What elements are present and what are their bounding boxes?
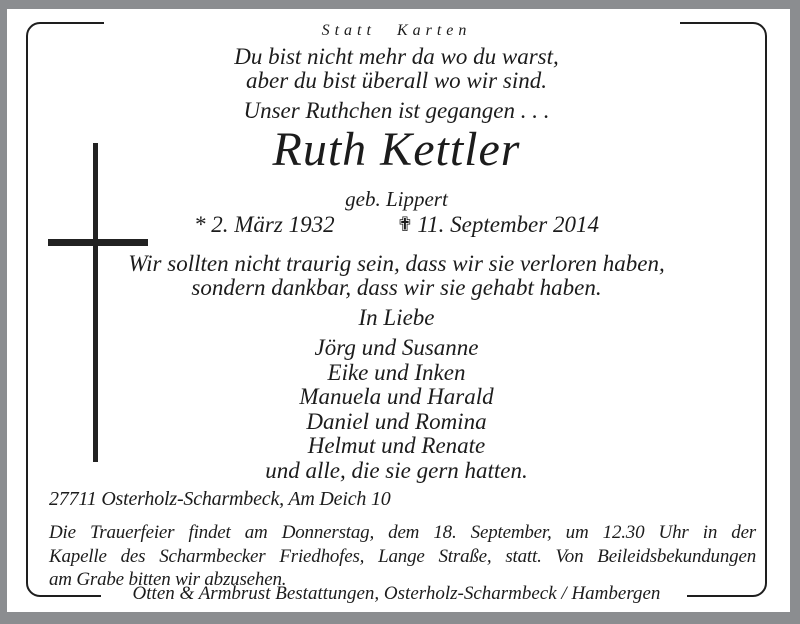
opening-verse: [26, 45, 767, 92]
life-dates: [26, 213, 767, 237]
mourner-line: Jörg und Susanne: [314, 335, 479, 360]
mourner-line: Helmut und Renate: [307, 433, 486, 458]
death-date: 11. September 2014: [417, 212, 599, 237]
maiden-name: geb. Lippert: [345, 187, 448, 211]
mourner-line: Manuela und Harald: [299, 384, 494, 409]
opening-verse-line-1: Du bist nicht mehr da wo du warst,: [234, 44, 559, 69]
birth-date: * 2. März 1932: [194, 212, 335, 237]
mourner-line: Eike und Inken: [327, 359, 466, 385]
ceremony-paragraph: [49, 521, 756, 592]
mourner-line: und alle, die sie gern hatten.: [265, 457, 528, 483]
farewell-line: Unser Ruthchen ist gegangen . . .: [243, 98, 550, 123]
mourner-line: Daniel und Romina: [306, 408, 487, 434]
deceased-name: Ruth Kettler: [272, 123, 521, 176]
opening-verse-line-2: aber du bist überall wo wir sind.: [246, 67, 547, 93]
in-love-line: In Liebe: [358, 305, 435, 330]
statt-karten-label: Statt Karten: [321, 22, 472, 39]
ceremony-line-3: am Grabe bitten wir abzusehen.: [49, 569, 287, 590]
latin-cross-icon: ✟: [396, 212, 414, 236]
consolation-verse-line-1: Wir sollten nicht traurig sein, dass wir sie verloren haben,: [128, 251, 665, 276]
consolation-verse-line-2: sondern dankbar, dass wir sie gehabt haben.: [191, 274, 602, 300]
mourners-list: [26, 336, 767, 483]
death-date-group: [397, 213, 599, 237]
ceremony-line-1: Die Trauerfeier findet am Donnerstag, dem 18. September, um 12.30 Uhr in der: [49, 522, 756, 543]
ceremony-line-2: Kapelle des Scharmbecker Friedhofes, Lange Straße, statt. Von Beileidsbekundungen: [49, 545, 756, 567]
funeral-home-line: Otten & Armbrust Bestattungen, Osterholz-Scharmbeck / Hambergen: [132, 583, 661, 604]
memorial-cross-horizontal-bar: [48, 239, 148, 246]
address-line: 27711 Osterholz-Scharmbeck, Am Deich 10: [49, 488, 391, 510]
consolation-verse: [26, 252, 767, 299]
